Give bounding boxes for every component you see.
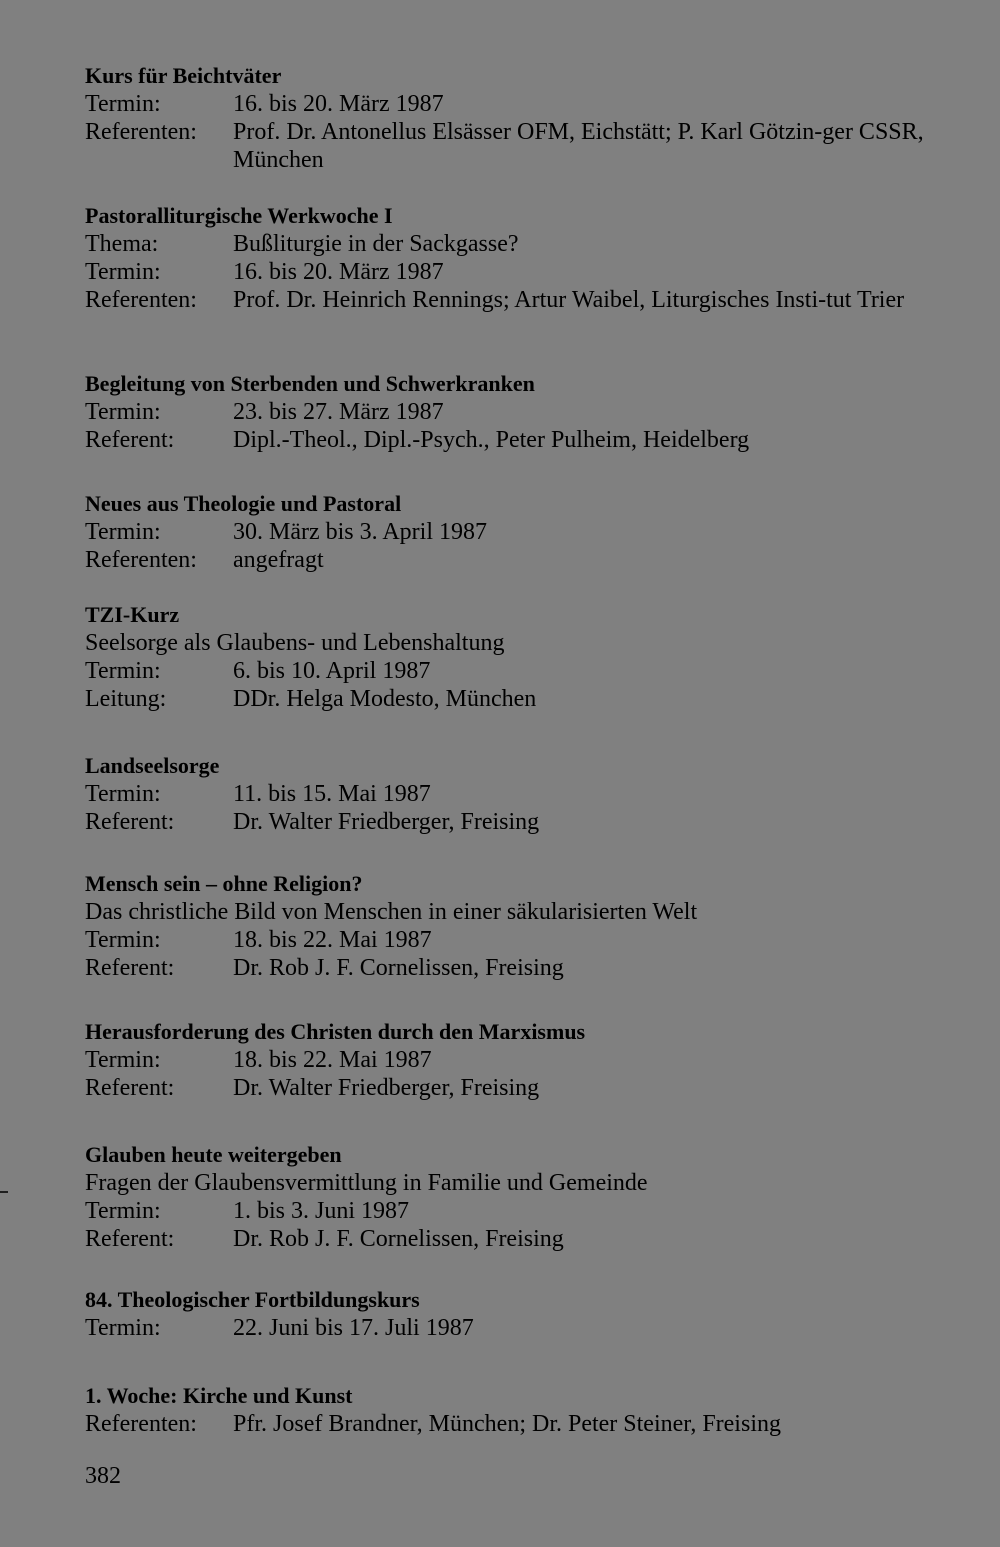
row-value: Prof. Dr. Antonellus Elsässer OFM, Eichstätt; P. Karl Götzin-ger CSSR, München xyxy=(233,119,924,173)
schedule-row xyxy=(85,657,965,685)
row-value: 6. bis 10. April 1987 xyxy=(233,658,431,684)
schedule-row xyxy=(85,1314,965,1342)
page-number: 382 xyxy=(85,1463,121,1489)
speakers-row xyxy=(85,286,965,314)
row-label: Referenten: xyxy=(85,547,197,573)
row-label: Referent: xyxy=(85,427,175,453)
row-value: 1. bis 3. Juni 1987 xyxy=(233,1198,410,1224)
course-title: Mensch sein – ohne Religion? xyxy=(85,871,363,896)
course-title: TZI-Kurz xyxy=(85,602,180,627)
row-value: 16. bis 20. März 1987 xyxy=(233,91,444,117)
row-value: DDr. Helga Modesto, München xyxy=(233,686,537,712)
row-value: 16. bis 20. März 1987 xyxy=(233,259,444,285)
row-label: Referenten: xyxy=(85,1411,197,1437)
row-value: 22. Juni bis 17. Juli 1987 xyxy=(233,1315,474,1341)
course-entry xyxy=(85,1286,965,1342)
schedule-row xyxy=(85,398,965,426)
row-label: Termin: xyxy=(85,658,161,684)
speaker-row xyxy=(85,954,965,982)
course-entry xyxy=(85,752,965,836)
leader-row xyxy=(85,685,965,713)
course-title: 84. Theologischer Fortbildungskurs xyxy=(85,1287,420,1312)
course-title: Pastoralliturgische Werkwoche I xyxy=(85,203,393,228)
row-value: Pfr. Josef Brandner, München; Dr. Peter Steiner, Freising xyxy=(233,1411,781,1437)
course-title: 1. Woche: Kirche und Kunst xyxy=(85,1383,353,1408)
row-label: Termin: xyxy=(85,781,161,807)
row-label: Termin: xyxy=(85,399,161,425)
row-label: Leitung: xyxy=(85,686,167,712)
course-title: Begleitung von Sterbenden und Schwerkranken xyxy=(85,371,535,396)
row-label: Termin: xyxy=(85,927,161,953)
course-title: Landseelsorge xyxy=(85,753,220,778)
row-label: Referent: xyxy=(85,1075,175,1101)
row-value: Dr. Rob J. F. Cornelissen, Freising xyxy=(233,1226,564,1252)
speaker-row xyxy=(85,1225,965,1253)
row-label: Referenten: xyxy=(85,287,197,313)
row-label: Referenten: xyxy=(85,119,197,145)
row-label: Referent: xyxy=(85,1226,175,1252)
row-value: 23. bis 27. März 1987 xyxy=(233,399,444,425)
row-value: 30. März bis 3. April 1987 xyxy=(233,519,487,545)
row-value: Dipl.-Theol., Dipl.-Psych., Peter Pulheim, Heidelberg xyxy=(233,427,750,453)
course-entry xyxy=(85,1141,965,1253)
speaker-row xyxy=(85,808,965,836)
scan-edge-mark xyxy=(0,1191,8,1193)
speakers-row xyxy=(85,546,965,574)
schedule-row xyxy=(85,518,965,546)
course-entry xyxy=(85,490,965,574)
speaker-row xyxy=(85,426,965,454)
row-value: 18. bis 22. Mai 1987 xyxy=(233,927,432,953)
schedule-row xyxy=(85,1197,965,1225)
row-label: Termin: xyxy=(85,1315,161,1341)
speakers-row xyxy=(85,1410,965,1438)
topic-row xyxy=(85,230,965,258)
schedule-row xyxy=(85,926,965,954)
row-value: 18. bis 22. Mai 1987 xyxy=(233,1047,432,1073)
row-label: Termin: xyxy=(85,1198,161,1224)
schedule-row xyxy=(85,90,965,118)
row-label: Termin: xyxy=(85,1047,161,1073)
course-entry xyxy=(85,370,965,454)
row-value: Dr. Walter Friedberger, Freising xyxy=(233,1075,540,1101)
row-value: Dr. Rob J. F. Cornelissen, Freising xyxy=(233,955,564,981)
row-label: Termin: xyxy=(85,91,161,117)
schedule-row xyxy=(85,780,965,808)
speakers-row xyxy=(85,118,965,174)
row-label: Termin: xyxy=(85,519,161,545)
course-title: Neues aus Theologie und Pastoral xyxy=(85,491,402,516)
row-label: Referent: xyxy=(85,809,175,835)
course-entry xyxy=(85,1382,965,1438)
course-subtitle: Seelsorge als Glaubens- und Lebenshaltung xyxy=(85,630,505,656)
course-entry xyxy=(85,202,965,314)
row-label: Referent: xyxy=(85,955,175,981)
course-title: Kurs für Beichtväter xyxy=(85,63,282,88)
speaker-row xyxy=(85,1074,965,1102)
course-entry xyxy=(85,1018,965,1102)
course-subtitle: Fragen der Glaubensvermittlung in Familie und Gemeinde xyxy=(85,1170,648,1196)
row-value: Bußliturgie in der Sackgasse? xyxy=(233,231,519,257)
course-title: Glauben heute weitergeben xyxy=(85,1142,342,1167)
row-label: Termin: xyxy=(85,259,161,285)
course-title: Herausforderung des Christen durch den Marxismus xyxy=(85,1019,586,1044)
row-value: Prof. Dr. Heinrich Rennings; Artur Waibel, Liturgisches Insti-tut Trier xyxy=(233,287,905,313)
row-value: Dr. Walter Friedberger, Freising xyxy=(233,809,540,835)
schedule-row xyxy=(85,1046,965,1074)
course-entry xyxy=(85,601,965,713)
schedule-row xyxy=(85,258,965,286)
course-subtitle: Das christliche Bild von Menschen in einer säkularisierten Welt xyxy=(85,899,698,925)
course-entry xyxy=(85,870,965,982)
row-value: angefragt xyxy=(233,547,324,573)
course-entry xyxy=(85,62,965,174)
row-label: Thema: xyxy=(85,231,159,257)
row-value: 11. bis 15. Mai 1987 xyxy=(233,781,431,807)
